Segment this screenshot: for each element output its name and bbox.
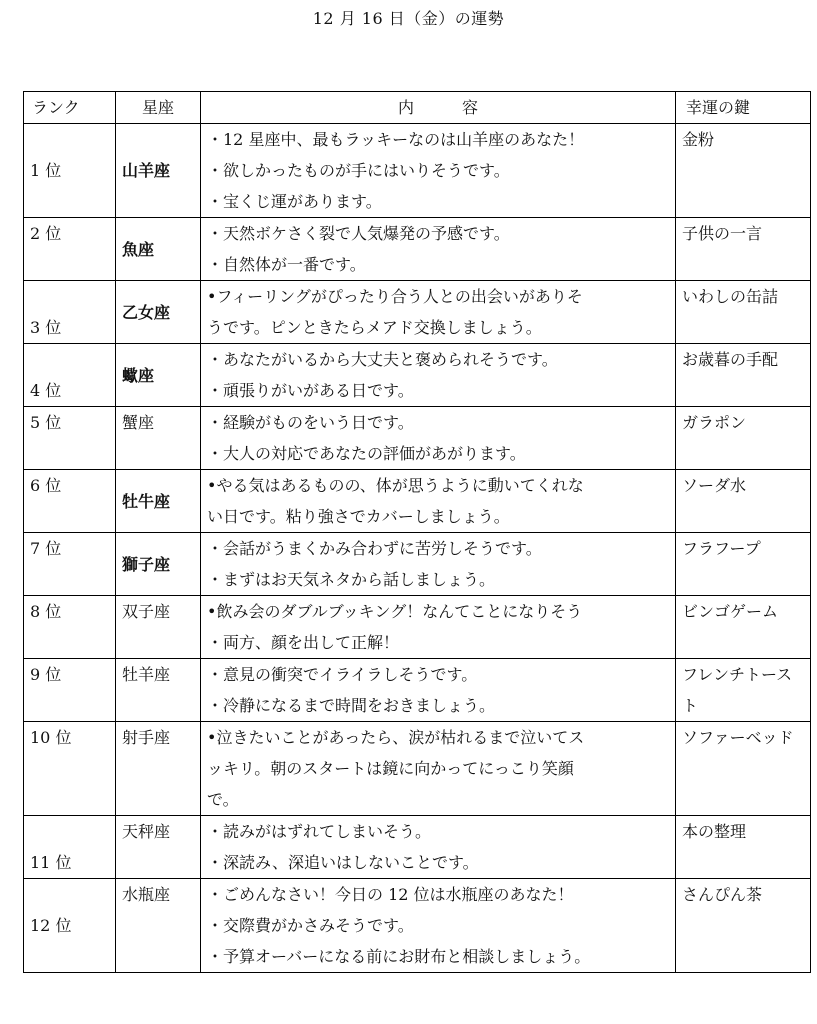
rank-cell: 3 位 bbox=[24, 281, 116, 344]
content-line: ・まずはお天気ネタから話しましょう。 bbox=[207, 570, 496, 589]
sign-cell: 山羊座 bbox=[116, 124, 201, 218]
lucky-key-cell: いわしの缶詰 bbox=[676, 281, 811, 344]
rank-cell: 11 位 bbox=[24, 816, 116, 879]
content-line: で。 bbox=[207, 790, 239, 809]
table-row bbox=[24, 281, 811, 344]
header-content: 内 容 bbox=[201, 92, 676, 124]
sign-cell: 天秤座 bbox=[116, 816, 201, 879]
content-cell bbox=[201, 722, 676, 816]
content-line: ・欲しかったものが手にはいりそうです。 bbox=[207, 161, 510, 180]
content-line: ・予算オーバーになる前にお財布と相談しましょう。 bbox=[207, 947, 591, 966]
content-cell bbox=[201, 659, 676, 722]
rank-cell: 2 位 bbox=[24, 218, 116, 281]
content-cell bbox=[201, 533, 676, 596]
content-line: ・会話がうまくかみ合わずに苦労しそうです。 bbox=[207, 539, 542, 558]
table-row bbox=[24, 816, 811, 879]
table-row bbox=[24, 344, 811, 407]
rank-cell: 5 位 bbox=[24, 407, 116, 470]
content-line: ・天然ボケさく裂で人気爆発の予感です。 bbox=[207, 224, 510, 243]
content-line: ・交際費がかさみそうです。 bbox=[207, 916, 414, 935]
content-line: ・読みがはずれてしまいそう。 bbox=[207, 822, 432, 841]
rank-cell: 8 位 bbox=[24, 596, 116, 659]
content-cell bbox=[201, 470, 676, 533]
content-cell bbox=[201, 281, 676, 344]
sign-cell: 獅子座 bbox=[116, 533, 201, 596]
content-line: •やる気はあるものの、体が思うように動いてくれな bbox=[207, 476, 584, 495]
table-row bbox=[24, 722, 811, 816]
content-line: ッキリ。朝のスタートは鏡に向かってにっこり笑顔 bbox=[207, 759, 574, 778]
content-line: い日です。粘り強さでカバーしましょう。 bbox=[207, 507, 510, 526]
content-cell bbox=[201, 816, 676, 879]
header-sign: 星座 bbox=[116, 92, 201, 124]
sign-cell: 水瓶座 bbox=[116, 879, 201, 973]
page-title: 12 月 16 日（金）の運勢 bbox=[312, 9, 505, 28]
sign-cell: 乙女座 bbox=[116, 281, 201, 344]
content-line: ・ごめんなさい！今日の 12 位は水瓶座のあなた！ bbox=[207, 885, 574, 904]
lucky-key-cell: フラフープ bbox=[676, 533, 811, 596]
content-line: ・頑張りがいがある日です。 bbox=[207, 381, 414, 400]
lucky-key-cell: ガラポン bbox=[676, 407, 811, 470]
sign-cell: 射手座 bbox=[116, 722, 201, 816]
table-row bbox=[24, 659, 811, 722]
content-cell bbox=[201, 124, 676, 218]
header-row bbox=[24, 92, 811, 124]
sign-cell: 牡牛座 bbox=[116, 470, 201, 533]
content-cell bbox=[201, 344, 676, 407]
table-row bbox=[24, 124, 811, 218]
sign-cell: 双子座 bbox=[116, 596, 201, 659]
content-cell bbox=[201, 879, 676, 973]
lucky-key-cell: 金粉 bbox=[676, 124, 811, 218]
content-cell bbox=[201, 218, 676, 281]
rank-cell: 4 位 bbox=[24, 344, 116, 407]
content-line: ・両方、顔を出して正解！ bbox=[207, 633, 400, 652]
rank-cell: 7 位 bbox=[24, 533, 116, 596]
content-line: •泣きたいことがあったら、涙が枯れるまで泣いてス bbox=[207, 728, 585, 747]
content-line: ・12 星座中、最もラッキーなのは山羊座のあなた！ bbox=[207, 130, 585, 149]
lucky-key-cell: フレンチトースト bbox=[676, 659, 811, 722]
content-line: ・冷静になるまで時間をおきましょう。 bbox=[207, 696, 496, 715]
lucky-key-cell: ソファーベッド bbox=[676, 722, 811, 816]
content-line: ・あなたがいるから大丈夫と褒められそうです。 bbox=[207, 350, 558, 369]
table-row bbox=[24, 596, 811, 659]
fortune-table bbox=[23, 91, 811, 973]
rank-cell: 1 位 bbox=[24, 124, 116, 218]
table-row bbox=[24, 218, 811, 281]
content-line: ・深読み、深追いはしないことです。 bbox=[207, 853, 479, 872]
content-line: ・宝くじ運があります。 bbox=[207, 192, 382, 211]
content-line: ・経験がものをいう日です。 bbox=[207, 413, 414, 432]
rank-cell: 9 位 bbox=[24, 659, 116, 722]
content-line: ・大人の対応であなたの評価があがります。 bbox=[207, 444, 526, 463]
rank-cell: 6 位 bbox=[24, 470, 116, 533]
content-line: うです。ピンときたらメアド交換しましょう。 bbox=[207, 318, 542, 337]
lucky-key-cell: お歳暮の手配 bbox=[676, 344, 811, 407]
rank-cell: 10 位 bbox=[24, 722, 116, 816]
sign-cell: 魚座 bbox=[116, 218, 201, 281]
lucky-key-cell: ソーダ水 bbox=[676, 470, 811, 533]
lucky-key-cell: ビンゴゲーム bbox=[676, 596, 811, 659]
content-line: ・自然体が一番です。 bbox=[207, 255, 366, 274]
content-cell bbox=[201, 407, 676, 470]
content-line: •飲み会のダブルブッキング！なんてことになりそう bbox=[207, 602, 583, 621]
content-line: ・意見の衝突でイライラしそうです。 bbox=[207, 665, 478, 684]
header-key: 幸運の鍵 bbox=[676, 92, 811, 124]
table-row bbox=[24, 470, 811, 533]
header-rank: ランク bbox=[24, 92, 116, 124]
table-row bbox=[24, 407, 811, 470]
lucky-key-cell: さんぴん茶 bbox=[676, 879, 811, 973]
sign-cell: 蟹座 bbox=[116, 407, 201, 470]
sign-cell: 牡羊座 bbox=[116, 659, 201, 722]
rank-cell: 12 位 bbox=[24, 879, 116, 973]
lucky-key-cell: 本の整理 bbox=[676, 816, 811, 879]
content-cell bbox=[201, 596, 676, 659]
sign-cell: 蠍座 bbox=[116, 344, 201, 407]
content-line: •フィーリングがぴったり合う人との出会いがありそ bbox=[207, 287, 583, 306]
lucky-key-cell: 子供の一言 bbox=[676, 218, 811, 281]
table-row bbox=[24, 879, 811, 973]
table-row bbox=[24, 533, 811, 596]
